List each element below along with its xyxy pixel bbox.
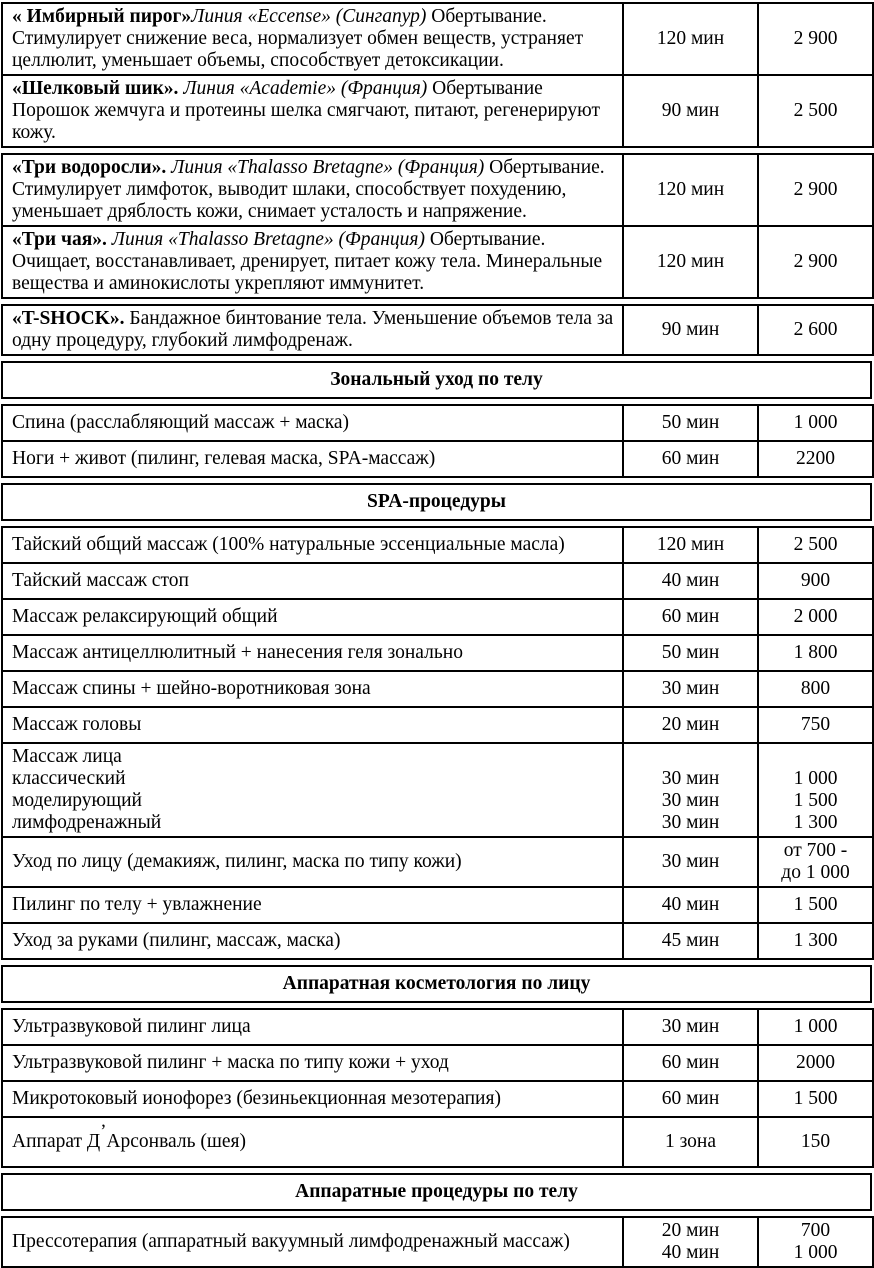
service-text: Уход за руками (пилинг, массаж, маска) <box>12 930 341 951</box>
price-value: 1 000 <box>793 1016 838 1037</box>
service-cell <box>2 671 623 707</box>
price-cell <box>758 226 873 298</box>
duration-value: 20 мин <box>661 714 720 735</box>
table-row <box>2 3 873 75</box>
service-text: Ультразвуковой пилинг лица <box>12 1016 251 1037</box>
duration-cell <box>623 154 758 226</box>
service-text: Уход по лицу (демакияж, пилинг, маска по типу кожи) <box>12 851 462 872</box>
price-value: до 1 000 <box>781 862 850 883</box>
price-value: 750 <box>800 714 831 735</box>
service-text: Линия «Thalasso Bretagne» (Франция) <box>171 157 490 178</box>
price-cell <box>758 1081 873 1117</box>
service-text: Ультразвуковой пилинг + маска по типу кожи + уход <box>12 1052 449 1073</box>
service-cell <box>2 1117 623 1167</box>
table-row <box>2 923 873 959</box>
table-row <box>2 1081 873 1117</box>
service-text: Обертывание <box>432 78 543 99</box>
section-header-label: Зональный уход по телу <box>330 369 543 390</box>
duration-value: 30 мин <box>661 1016 720 1037</box>
price-value: 1 300 <box>793 930 838 951</box>
duration-cell <box>623 599 758 635</box>
service-cell <box>2 3 623 75</box>
price-value: 150 <box>800 1131 831 1152</box>
price-value: 1 500 <box>793 1088 838 1109</box>
duration-cell <box>623 527 758 563</box>
duration-cell <box>623 305 758 355</box>
price-table <box>1 1216 874 1268</box>
price-table <box>1 1008 874 1168</box>
price-value: 1 500 <box>793 894 838 915</box>
price-cell <box>758 405 873 441</box>
duration-cell <box>623 226 758 298</box>
duration-value: 50 мин <box>661 642 720 663</box>
duration-value: 90 мин <box>661 319 720 340</box>
price-value: 800 <box>800 678 831 699</box>
price-cell <box>758 75 873 147</box>
service-text: Стимулирует лимфоток, выводит шлаки, способствует похудению, уменьшает дряблость кожи, снимает усталость и напряжение. <box>12 179 567 222</box>
table-row <box>2 527 873 563</box>
service-text: Линия «Eccense» (Сингапур) <box>191 6 427 27</box>
service-text: Массаж лица <box>12 746 122 767</box>
duration-value: 30 мин <box>661 678 720 699</box>
service-text: Линия «Academie» (Франция) <box>183 78 433 99</box>
price-cell <box>758 441 873 477</box>
duration-value: 60 мин <box>661 1088 720 1109</box>
service-text: «Шелковый шик». <box>12 78 184 99</box>
duration-cell <box>623 707 758 743</box>
price-cell <box>758 1117 873 1167</box>
table-row <box>2 1009 873 1045</box>
duration-value: 120 мин <box>656 534 725 555</box>
service-cell <box>2 887 623 923</box>
duration-cell <box>623 923 758 959</box>
service-text: Тайский общий массаж (100% натуральные эссенциальные масла) <box>12 534 565 555</box>
duration-cell <box>623 1117 758 1167</box>
price-table <box>1 153 874 299</box>
table-row <box>2 887 873 923</box>
duration-cell <box>623 887 758 923</box>
table-row <box>2 1117 873 1167</box>
price-value: 2 900 <box>793 251 838 272</box>
price-value: 1 000 <box>793 1242 838 1263</box>
price-cell <box>758 599 873 635</box>
duration-cell <box>623 837 758 887</box>
service-text: Порошок жемчуга и протеины шелка смягчают, питают, регенерируют кожу. <box>12 100 600 143</box>
price-value: 2200 <box>796 448 835 469</box>
table-row <box>2 563 873 599</box>
duration-value: 40 мин <box>661 894 720 915</box>
service-cell <box>2 1081 623 1117</box>
table-row <box>2 154 873 226</box>
price-value: 2000 <box>796 1052 835 1073</box>
section-header-label: Аппаратные процедуры по телу <box>295 1181 578 1202</box>
price-value: 2 500 <box>793 100 838 121</box>
service-text: ’ <box>100 1121 107 1142</box>
service-cell <box>2 305 623 355</box>
table-row <box>2 441 873 477</box>
price-cell <box>758 1009 873 1045</box>
price-value: 1 000 <box>793 768 838 789</box>
duration-value: 45 мин <box>661 930 720 951</box>
service-text: Очищает, восстанавливает, дренирует, питает кожу тела. Минеральные вещества и аминокислоты укрепляют иммунитет. <box>12 251 603 294</box>
service-text: Микротоковый ионофорез (безиньекционная мезотерапия) <box>12 1088 501 1109</box>
section-header-label: SPA-процедуры <box>366 491 507 512</box>
table-row <box>2 405 873 441</box>
service-text: Спина (расслабляющий массаж + маска) <box>12 412 350 433</box>
service-text: Массаж антицеллюлитный + нанесения геля зонально <box>12 642 463 663</box>
price-table <box>1 526 874 960</box>
duration-value <box>628 746 753 768</box>
service-text: Бандажное бинтование тела. Уменьшение объемов тела за одну процедуру, глубокий лимфодренаж. <box>12 308 614 351</box>
price-cell <box>758 707 873 743</box>
service-cell <box>2 599 623 635</box>
price-cell <box>758 563 873 599</box>
table-row <box>2 599 873 635</box>
duration-cell <box>623 1009 758 1045</box>
service-text: Массаж головы <box>12 714 142 735</box>
price-table <box>1 2 874 148</box>
price-table <box>1 404 874 478</box>
price-value: 2 500 <box>793 534 838 555</box>
price-cell <box>758 837 873 887</box>
table-row <box>2 1045 873 1081</box>
duration-value: 30 мин <box>661 790 720 811</box>
duration-value: 120 мин <box>656 28 725 49</box>
service-cell <box>2 1009 623 1045</box>
duration-value: 1 зона <box>664 1131 717 1152</box>
service-text: Аппарат Д <box>12 1131 101 1152</box>
service-cell <box>2 1045 623 1081</box>
price-table <box>1 304 874 356</box>
duration-value: 120 мин <box>656 179 725 200</box>
table-row <box>2 75 873 147</box>
price-cell <box>758 1217 873 1267</box>
table-row <box>2 837 873 887</box>
duration-cell <box>623 1081 758 1117</box>
duration-value: 30 мин <box>661 768 720 789</box>
duration-cell <box>623 635 758 671</box>
price-value: 2 000 <box>793 606 838 627</box>
table-row <box>2 635 873 671</box>
price-cell <box>758 671 873 707</box>
duration-cell <box>623 1217 758 1267</box>
table-row <box>2 707 873 743</box>
service-text: Линия «Thalasso Bretagne» (Франция) <box>111 229 430 250</box>
price-value: от 700 - <box>783 840 848 861</box>
service-cell <box>2 527 623 563</box>
duration-value: 30 мин <box>661 851 720 872</box>
service-text: классический <box>12 768 126 789</box>
price-cell <box>758 887 873 923</box>
duration-cell <box>623 75 758 147</box>
duration-value: 40 мин <box>661 570 720 591</box>
table-row <box>2 305 873 355</box>
service-cell <box>2 635 623 671</box>
section-header <box>1 483 872 521</box>
price-value: 2 900 <box>793 179 838 200</box>
price-value: 1 500 <box>793 790 838 811</box>
service-cell <box>2 743 623 837</box>
duration-cell <box>623 441 758 477</box>
service-cell <box>2 1217 623 1267</box>
service-text: Тайский массаж стоп <box>12 570 189 591</box>
duration-cell <box>623 743 758 837</box>
price-cell <box>758 3 873 75</box>
section-header <box>1 965 872 1003</box>
service-text: «Три чая». <box>12 229 112 250</box>
duration-cell <box>623 563 758 599</box>
service-text: Обертывание. <box>489 157 605 178</box>
service-text: Стимулирует снижение веса, нормализует обмен веществ, устраняет целлюлит, уменьшает объемы, способствует детоксикации. <box>12 28 584 71</box>
service-text: «T-SHOCK». <box>12 308 130 329</box>
section-header <box>1 361 872 399</box>
price-value: 1 300 <box>793 812 838 833</box>
price-value: 1 800 <box>793 642 838 663</box>
duration-cell <box>623 1045 758 1081</box>
price-value: 700 <box>800 1220 831 1241</box>
duration-value: 30 мин <box>661 812 720 833</box>
service-text: Массаж релаксирующий общий <box>12 606 278 627</box>
service-text: Обертывание. <box>426 6 547 27</box>
service-text: Массаж спины + шейно-воротниковая зона <box>12 678 371 699</box>
section-header-label: Аппаратная косметология по лицу <box>282 973 591 994</box>
price-cell <box>758 743 873 837</box>
table-row <box>2 743 873 837</box>
service-text: «Три водоросли». <box>12 157 172 178</box>
service-cell <box>2 441 623 477</box>
price-value: 2 900 <box>793 28 838 49</box>
duration-value: 20 мин <box>661 1220 720 1241</box>
price-cell <box>758 527 873 563</box>
table-row <box>2 671 873 707</box>
price-cell <box>758 154 873 226</box>
duration-value: 60 мин <box>661 448 720 469</box>
duration-value: 60 мин <box>661 606 720 627</box>
duration-cell <box>623 405 758 441</box>
service-text: Арсонваль (шея) <box>106 1131 246 1152</box>
service-text: Обертывание. <box>429 229 546 250</box>
price-value <box>763 746 868 768</box>
service-text: лимфодренажный <box>12 812 162 833</box>
price-value: 2 600 <box>793 319 838 340</box>
service-cell <box>2 75 623 147</box>
service-cell <box>2 226 623 298</box>
table-row <box>2 226 873 298</box>
price-cell <box>758 1045 873 1081</box>
service-cell <box>2 405 623 441</box>
price-cell <box>758 305 873 355</box>
service-cell <box>2 837 623 887</box>
service-text: « Имбирный пирог» <box>12 6 192 27</box>
duration-cell <box>623 671 758 707</box>
service-text: Прессотерапия (аппаратный вакуумный лимфодренажный массаж) <box>12 1231 570 1252</box>
table-row <box>2 1217 873 1267</box>
service-cell <box>2 563 623 599</box>
duration-value: 60 мин <box>661 1052 720 1073</box>
price-value: 900 <box>800 570 831 591</box>
price-value: 1 000 <box>793 412 838 433</box>
service-cell <box>2 923 623 959</box>
service-text: Ноги + живот (пилинг, гелевая маска, SPA-массаж) <box>12 448 436 469</box>
duration-value: 40 мин <box>661 1242 720 1263</box>
service-text: моделирующий <box>12 790 142 811</box>
duration-value: 120 мин <box>656 251 725 272</box>
price-cell <box>758 923 873 959</box>
duration-value: 90 мин <box>661 100 720 121</box>
price-cell <box>758 635 873 671</box>
duration-value: 50 мин <box>661 412 720 433</box>
section-header <box>1 1173 872 1211</box>
service-cell <box>2 707 623 743</box>
service-cell <box>2 154 623 226</box>
duration-cell <box>623 3 758 75</box>
service-text: Пилинг по телу + увлажнение <box>12 894 262 915</box>
